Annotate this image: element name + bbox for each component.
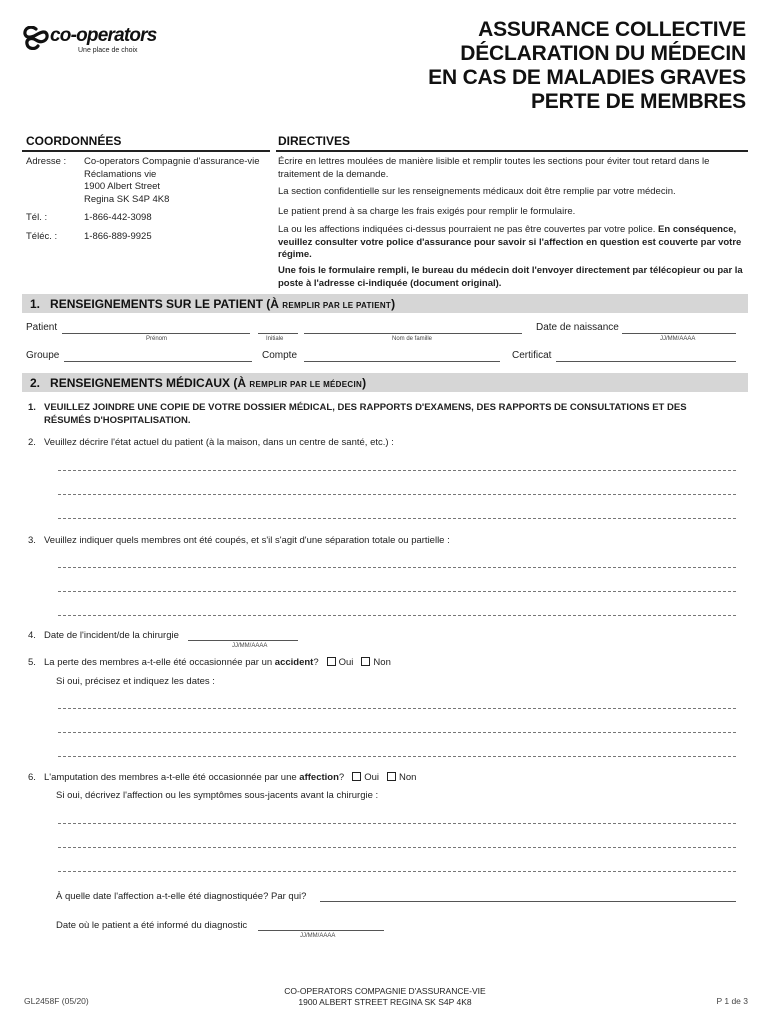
section-1-title-end: ) — [391, 297, 396, 311]
q2-answer-line[interactable] — [58, 470, 736, 471]
incident-date-field[interactable] — [188, 640, 298, 641]
coordonnees-heading: COORDONNÉES — [26, 134, 122, 148]
q5-subtext: Si oui, précisez et indiquez les dates : — [56, 676, 215, 687]
dob-format-sublabel: JJ/MM/AAAA — [660, 336, 696, 342]
footer-company-name: CO-OPERATORS COMPAGNIE D'ASSURANCE-VIE — [284, 986, 486, 996]
q6-non-label: Non — [398, 772, 417, 783]
q2-answer-line[interactable] — [58, 494, 736, 495]
compte-label: Compte — [262, 350, 298, 361]
section-1-title — [30, 297, 395, 311]
q4-text: Date de l'incident/de la chirurgie — [44, 630, 179, 641]
footer-company — [0, 986, 770, 1008]
q6-text-pre: L'amputation des membres a-t-elle été occasionnée par une — [44, 772, 300, 783]
directive-4 — [278, 224, 746, 262]
logo-tagline: Une place de choix — [78, 47, 138, 54]
q5-text-pre: La perte des membres a-t-elle été occasionnée par un — [44, 657, 275, 668]
patient-initial-field[interactable] — [258, 333, 298, 334]
q5-number: 5. — [28, 657, 36, 668]
section-1-number: 1. — [30, 297, 41, 311]
logo-wordmark: co-operators — [50, 25, 157, 46]
q1-number: 1. — [28, 402, 36, 413]
directive-4-emphasis: En conséquence, veuillez consulter votre police d'assurance pour savoir si l'affection en question est couverte par votre régime. — [278, 224, 742, 260]
q5-non-label: Non — [373, 657, 391, 668]
fax-value: 1-866-889-9925 — [84, 231, 152, 242]
q2-number: 2. — [28, 437, 36, 448]
q6-oui-checkbox[interactable] — [352, 772, 361, 781]
title-line: EN CAS DE MALADIES GRAVES — [428, 66, 746, 89]
directives-heading: DIRECTIVES — [278, 134, 351, 148]
section-1-title-text: RENSEIGNEMENTS SUR LE PATIENT (À — [50, 297, 283, 311]
q6-answer-line[interactable] — [58, 847, 736, 848]
directive-5: Une fois le formulaire rempli, le bureau du médecin doit l'envoyer directement par télécopieur ou par la poste à l'adresse ci-indiquée (document original). — [278, 265, 743, 289]
informed-date-field[interactable] — [258, 930, 384, 931]
dob-label: Date de naissance — [536, 322, 619, 333]
incident-date-format: JJ/MM/AAAA — [232, 643, 268, 649]
q6-diagnosis-question: À quelle date l'affection a-t-elle été diagnostiquée? Par qui? — [56, 891, 307, 902]
coordonnees-divider — [22, 150, 270, 152]
initiale-sublabel: Initiale — [266, 336, 284, 342]
directives-divider — [276, 150, 748, 152]
q5-oui-checkbox[interactable] — [327, 657, 336, 666]
compte-field[interactable] — [304, 361, 500, 362]
patient-firstname-field[interactable] — [62, 333, 250, 334]
address-line: 1900 Albert Street — [84, 181, 161, 192]
address-line: Réclamations vie — [84, 168, 157, 180]
patient-label: Patient — [26, 322, 58, 333]
q6-subtext: Si oui, décrivez l'affection ou les symptômes sous-jacents avant la chirurgie : — [56, 790, 379, 801]
q6-answer-line[interactable] — [58, 823, 736, 824]
section-1-header — [22, 294, 748, 313]
q5-text-bold: accident — [274, 657, 314, 668]
nom-sublabel: Nom de famille — [392, 336, 433, 342]
patient-lastname-field[interactable] — [304, 333, 522, 334]
tel-value: 1-866-442-3098 — [84, 212, 152, 223]
groupe-field[interactable] — [64, 361, 252, 362]
section-2-title-sc: REMPLIR PAR LE MÉDECIN — [249, 380, 363, 389]
section-2-title-end: ) — [362, 376, 367, 390]
section-1-title-sc: REMPLIR PAR LE PATIENT — [282, 301, 392, 310]
title-line: PERTE DE MEMBRES — [531, 90, 746, 113]
certificat-label: Certificat — [512, 350, 552, 361]
directive-4-text: La ou les affections indiquées ci-dessus pourraient ne pas être couvertes par votre police. — [278, 224, 659, 235]
fax-label: Téléc. : — [26, 231, 58, 242]
certificat-field[interactable] — [556, 361, 736, 362]
title-line: ASSURANCE COLLECTIVE — [478, 18, 746, 41]
q3-answer-line[interactable] — [58, 591, 736, 592]
q5-text — [44, 657, 391, 668]
co-operators-logo-icon — [22, 26, 50, 50]
q3-answer-line[interactable] — [58, 567, 736, 568]
q5-non-checkbox[interactable] — [361, 657, 370, 666]
tel-label: Tél. : — [26, 212, 48, 223]
q6-oui-label: Oui — [364, 772, 379, 783]
q3-text: Veuillez indiquer quels membres ont été coupés, et s'il s'agit d'une séparation totale ou partielle : — [44, 535, 450, 546]
informed-date-format: JJ/MM/AAAA — [300, 933, 336, 939]
q6-text-post: ? — [338, 772, 345, 783]
address-line: Regina SK S4P 4K8 — [84, 193, 170, 205]
q5-oui-label: Oui — [338, 657, 354, 668]
dob-field[interactable] — [622, 333, 736, 334]
q1-text: VEUILLEZ JOINDRE UNE COPIE DE VOTRE DOSSIER MÉDICAL, DES RAPPORTS D'EXAMENS, DES RAPPORTS DE CONSULTATIONS ET DES RÉSUMÉS D'HOSPITALISATION. — [44, 402, 687, 426]
q6-number: 6. — [28, 772, 36, 783]
directive-3: Le patient prend à sa charge les frais exigés pour remplir le formulaire. — [278, 206, 576, 217]
section-2-title-text: RENSEIGNEMENTS MÉDICAUX (À — [50, 376, 250, 390]
directive-1: Écrire en lettres moulées de manière lisible et remplir toutes les sections pour éviter tout retard dans le traitement de la demande. — [278, 156, 710, 180]
q4-number: 4. — [28, 630, 36, 641]
diagnosis-date-by-whom-field[interactable] — [320, 901, 736, 902]
q6-informed-question: Date où le patient a été informé du diagnostic — [56, 920, 248, 931]
q6-non-checkbox[interactable] — [387, 772, 396, 781]
q6-text — [44, 772, 416, 783]
section-2-number: 2. — [30, 376, 41, 390]
q5-answer-line[interactable] — [58, 732, 736, 733]
directive-2: La section confidentielle sur les renseignements médicaux doit être remplie par votre médecin. — [278, 186, 676, 197]
q5-answer-line[interactable] — [58, 756, 736, 757]
address-block — [84, 156, 274, 206]
q6-text-bold: affection — [299, 772, 339, 783]
q3-answer-line[interactable] — [58, 615, 736, 616]
address-line: Co-operators Compagnie d'assurance-vie — [84, 156, 260, 167]
page-number: P 1 de 3 — [716, 996, 748, 1006]
q6-answer-line[interactable] — [58, 871, 736, 872]
q5-text-post: ? — [313, 657, 319, 668]
q3-number: 3. — [28, 535, 36, 546]
section-2-title — [30, 376, 366, 390]
footer-company-address: 1900 ALBERT STREET REGINA SK S4P 4K8 — [298, 997, 472, 1007]
q2-answer-line[interactable] — [58, 518, 736, 519]
address-label: Adresse : — [26, 156, 67, 167]
groupe-label: Groupe — [26, 350, 60, 361]
q5-answer-line[interactable] — [58, 708, 736, 709]
form-title — [428, 18, 746, 114]
prenom-sublabel: Prénom — [146, 336, 168, 342]
section-2-header — [22, 373, 748, 392]
title-line: DÉCLARATION DU MÉDECIN — [460, 42, 746, 65]
form-code: GL2458F (05/20) — [24, 996, 89, 1006]
q2-text: Veuillez décrire l'état actuel du patient (à la maison, dans un centre de santé, etc.) : — [44, 437, 394, 448]
